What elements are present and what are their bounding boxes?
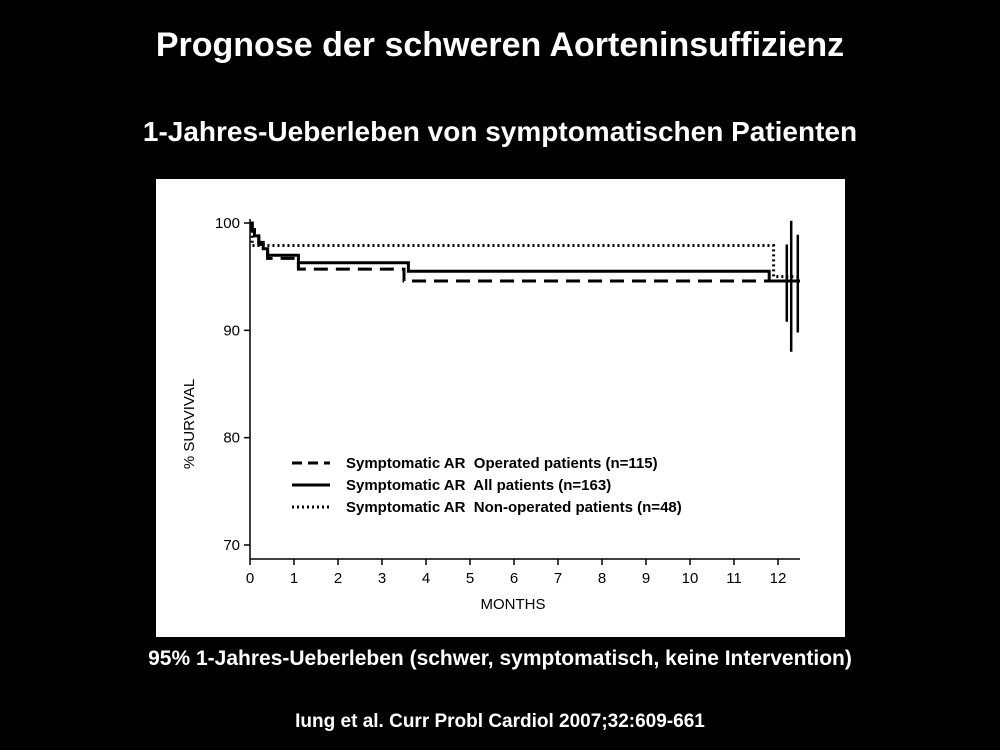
y-tick-label: 80	[223, 429, 240, 447]
x-axis-label: MONTHS	[480, 596, 546, 613]
x-tick-label: 7	[553, 570, 563, 587]
survival-note: 95% 1-Jahres-Ueberleben (schwer, symptomatisch, keine Intervention)	[148, 647, 852, 670]
series-line-solid	[250, 223, 800, 281]
censor-marks	[787, 221, 798, 352]
legend-label: Symptomatic AR Non-operated patients (n=48)	[346, 499, 682, 516]
x-tick-label: 12	[769, 570, 787, 587]
x-tick-label: 2	[333, 570, 343, 587]
x-tick-label: 9	[641, 570, 651, 587]
x-tick-label: 5	[465, 570, 475, 587]
x-tick-label: 0	[245, 570, 255, 587]
slide-subtitle: 1-Jahres-Ueberleben von symptomatischen Patienten	[142, 116, 858, 147]
slide-title: Prognose der schweren Aorteninsuffizienz	[155, 26, 845, 64]
citation: Iung et al. Curr Probl Cardiol 2007;32:609-661	[295, 711, 705, 732]
y-tick-label: 90	[223, 322, 240, 340]
x-tick-label: 4	[421, 570, 431, 587]
y-tick-label: 100	[214, 215, 240, 232]
x-tick-label: 8	[597, 570, 607, 587]
legend-label: Symptomatic AR Operated patients (n=115)	[346, 455, 658, 472]
chart-series	[250, 223, 800, 281]
x-tick-label: 6	[509, 570, 519, 587]
x-tick-label: 10	[681, 570, 699, 587]
x-tick-label: 1	[289, 570, 299, 587]
x-tick-label: 11	[726, 570, 742, 587]
chart-axes	[181, 215, 800, 613]
y-axis-label: % SURVIVAL	[181, 378, 198, 470]
legend-label: Symptomatic AR All patients (n=163)	[346, 477, 612, 494]
chart-legend	[292, 455, 682, 516]
survival-chart-svg	[156, 179, 845, 637]
survival-chart	[156, 179, 845, 637]
series-line-dotted	[250, 223, 800, 277]
y-tick-label: 70	[223, 537, 240, 554]
x-tick-label: 3	[377, 570, 387, 587]
